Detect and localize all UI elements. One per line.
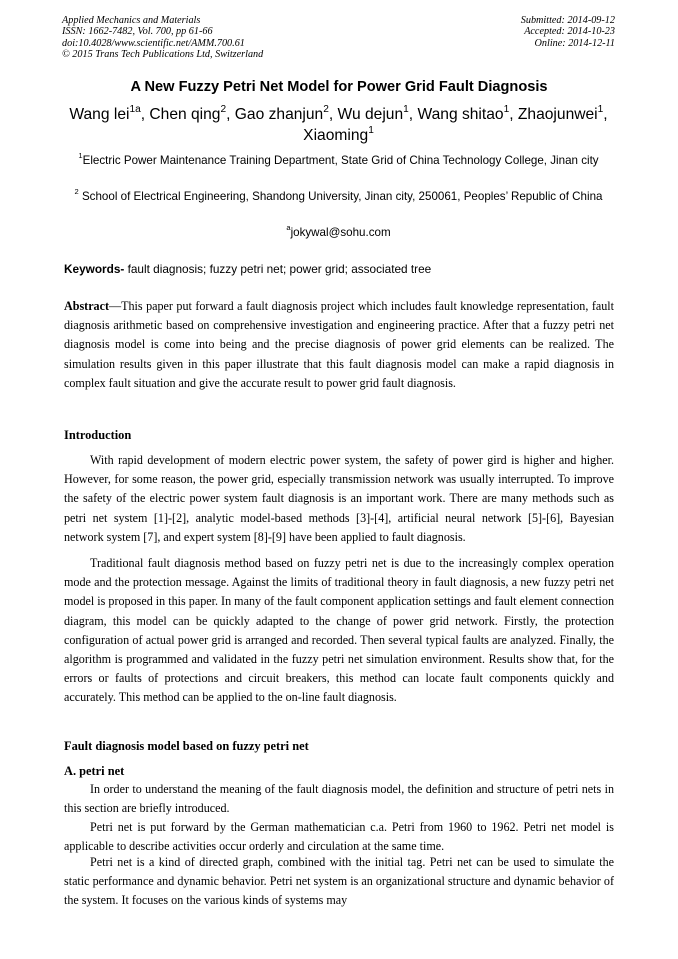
author-list: Wang lei$^{1a}$, Chen qing$^2$, Gao zhanjun$^2$, Wu dejun$^1$, Wang shitao$^1$, Zhaojunwei$^1$, Xiaoming$^1$: [69, 103, 608, 144]
journal-name: Applied Mechanics and Materials: [62, 15, 201, 26]
doi-line: doi:10.4028/www.scientific.net/AMM.700.61: [62, 37, 245, 49]
accepted-date: Accepted: 2014-10-23: [524, 26, 615, 38]
author-mark: 1a: [129, 103, 141, 115]
keywords-label: Keywords-: [64, 262, 125, 276]
email-address: jokywal@sohu.com: [290, 226, 391, 239]
author-mark: 1: [368, 124, 374, 136]
author-name: Wang shitao: [417, 106, 504, 123]
affiliation-mark: 1: [78, 151, 83, 161]
author-name: Zhaojunwei: [517, 106, 598, 123]
paper-title: A New Fuzzy Petri Net Model for Power Grid Fault Diagnosis: [130, 79, 548, 95]
dates-header: [521, 15, 615, 49]
author-name: Wang lei: [69, 106, 130, 123]
contact-email: [62, 224, 615, 242]
author-name: Xiaoming: [303, 127, 369, 144]
affiliation-mark: 2: [74, 187, 79, 197]
author-name: Gao zhanjun: [234, 106, 324, 123]
author-mark: 1: [503, 103, 510, 115]
author-mark: 1: [597, 103, 604, 115]
petri-paragraph-2: Petri net is put forward by the German mathematician c.a. Petri from 1960 to 1962. Petri net model is applicable to describe activities occur orderly and circulation at the same time.: [64, 820, 614, 854]
affiliation-1: [62, 152, 615, 170]
keywords-line: [64, 262, 431, 276]
petri-paragraph-1: In order to understand the meaning of the fault diagnosis model, the definition and structure of petri nets in this section are briefly introduced.: [64, 782, 614, 816]
author-name: Wu dejun: [337, 106, 404, 123]
affiliation-text: Electric Power Maintenance Training Department, State Grid of China Technology College, Jinan city: [82, 154, 599, 167]
journal-header: [62, 15, 263, 61]
copyright-line: © 2015 Trans Tech Publications Ltd, Switzerland: [62, 49, 264, 61]
abstract-label: Abstract: [64, 299, 110, 313]
affiliation-text: School of Electrical Engineering, Shandong University, Jinan city, 250061, Peoples’ Republic of China: [81, 190, 603, 203]
abstract-text: —This paper put forward a fault diagnosis project which includes fault knowledge representation, fault diagnosis arithmetic based on comprehensive investigation and engineering practice. After that a fuzzy petri net diagnosis model is come into being and the precise diagnosis of power grid elements can be realized. The simulation results given in this paper illustrate that this fault diagnosis model can make a rapid diagnosis in complex fault situation and give the accurate result to power grid fault diagnosis.: [64, 299, 614, 390]
author-name: Chen qing: [149, 106, 221, 123]
author-mark: 1: [403, 103, 409, 115]
intro-paragraph-1: With rapid development of modern electric power system, the safety of power gird is higher and higher. However, for some reason, the power grid, especially transmission network was usually interrupted. To improve the safety of the electric power system fault diagnosis is an important work. There are many methods such as petri net system [1]-[2], analytic model-based methods [3]-[4], artificial neural network [5]-[6], Bayesian network system [7], and expert system [8]-[9] have been applied to fault diagnosis.: [64, 453, 614, 544]
author-mark: 2: [220, 103, 227, 115]
introduction-heading: Introduction: [64, 428, 132, 442]
affiliation-2: [62, 188, 615, 206]
abstract-paragraph: [64, 297, 614, 393]
issn-line: ISSN: 1662-7482, Vol. 700, pp 61-66: [62, 26, 213, 38]
intro-paragraph-2: Traditional fault diagnosis method based on fuzzy petri net is due to the increasingly complex operation mode and the protection message. Against the limits of traditional theory in fault diagnosis, a new fuzzy petri net model is proposed in this paper. In many of the fault component application settings and fault element connection diagram, this model can be quickly adapted to the change of power grid network. Firstly, the protection configuration of actual power grid is arranged and recorded. Then several typical faults are analyzed. Finally, the algorithm is programmed and validated in the fuzzy petri net simulation environment. Results show that, for the errors or faults of protections and circuit breakers, this method can locate fault components quickly and accurately. This method can be applied to the on-line fault diagnosis.: [64, 556, 614, 705]
submitted-date: Submitted: 2014-09-12: [520, 15, 615, 26]
email-mark: a: [286, 223, 291, 233]
online-date: Online: 2014-12-11: [534, 37, 615, 49]
subsection-heading: A. petri net: [64, 764, 125, 778]
author-mark: 2: [323, 103, 329, 115]
petri-paragraph-3: Petri net is a kind of directed graph, combined with the initial tag. Petri net can be used to simulate the static performance and dynamic behavior. Petri net system is an organizational structure and dynamic behavior of the system. It focuses on the various kinds of systems may: [64, 855, 614, 908]
section-heading: Fault diagnosis model based on fuzzy petri net: [64, 739, 309, 753]
keywords-text: fault diagnosis; fuzzy petri net; power grid; associated tree: [124, 262, 432, 276]
